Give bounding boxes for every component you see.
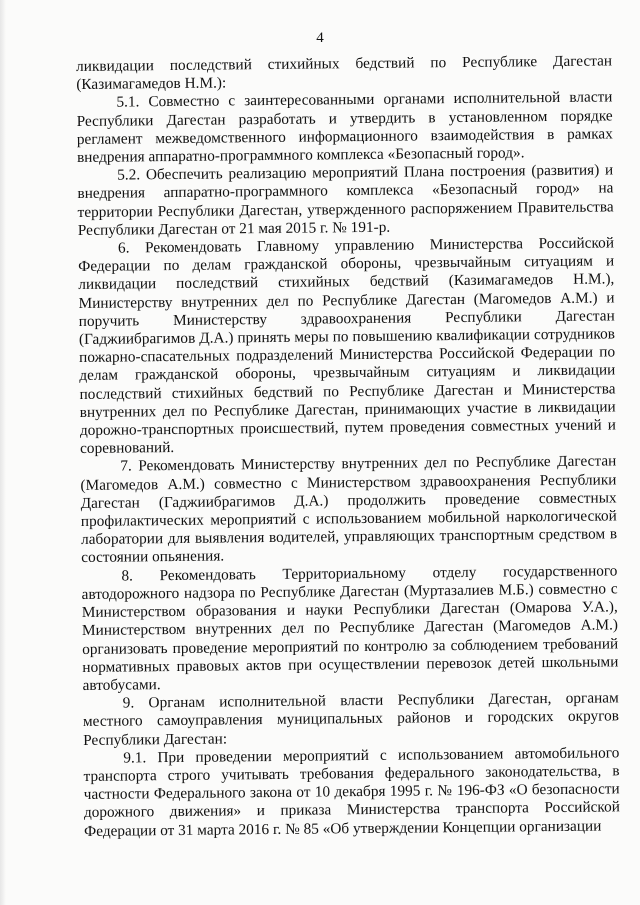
paragraph-9: 9. Органам исполнительной власти Республики Дагестан, органам местного самоуправления муниципальных районов и городских округов Республики Дагестан: [82, 689, 620, 749]
document-body [76, 52, 620, 840]
paragraph-5-1: 5.1. Совместно с заинтересованными органами исполнительной власти Республики Дагестан разработать и утвердить в установленном порядке регламент межведомственного информационного взаимодействия в рамках внедрения аппаратно-программного комплекса «Безопасный город». [76, 88, 613, 167]
paragraph-5-2: 5.2. Обеспечить реализацию мероприятий Плана построения (развития) и внедрения аппаратно-программного комплекса «Безопасный город» на территории Республики Дагестан, утвержденного распоряжением Правительства Республики Дагестан от 21 мая 2015 г. № 191-р. [77, 161, 614, 239]
scan-edge-shadow [0, 0, 6, 905]
page-number: 4 [316, 30, 324, 46]
paragraph-6: 6. Рекомендовать Главному управлению Министерства Российской Федерации по делам гражданской обороны, чрезвычайным ситуациям и ликвидации последствий стихийных бедствий (Казимагамедов Н.М.), Министерству внутренних дел по Республике Дагестан (Магомедов А.М.) и поручить Министерству здравоохранения Республики Дагестан (Гаджиибрагимов Д.А.) принять меры по повышению квалификации сотрудников пожарно-спасательных подразделений Министерства Российской Федерации по делам гражданской обороны, чрезвычайным ситуациям и ликвидации последствий стихийных бедствий по Республике Дагестан и Министерства внутренних дел по Республике Дагестан, принимающих участие в ликвидации дорожно-транспортных происшествий, путем проведения совместных учений и соревнований. [78, 234, 616, 458]
paragraph-8: 8. Рекомендовать Территориальному отделу государственного автодорожного надзора по Республике Дагестан (Муртазалиев М.Б.) совместно с Министерством образования и науки Республики Дагестан (Омарова У.А.), Министерством внутренних дел по Республике Дагестан (Магомедов А.М.) организовать проведение мероприятий по контролю за соблюдением требований нормативных правовых актов при осуществлении перевозок детей школьными автобусами. [81, 562, 619, 694]
paragraph-0: ликвидации последствий стихийных бедствий по Республике Дагестан (Казимагамедов Н.М.): [76, 52, 613, 94]
paragraph-9-1: 9.1. При проведении мероприятий с использованием автомобильного транспорта строго учитывать требования федерального законодательства, в частности Федерального закона от 10 декабря 1995 г. № 196-ФЗ «О безопасности дорожного движения» и приказа Министерства транспорта Российской Федерации от 31 марта 2016 г. № 85 «Об утверждении Концепции организации [83, 744, 620, 840]
paragraph-7: 7. Рекомендовать Министерству внутренних дел по Республике Дагестан (Магомедов А.М.) совместно с Министерством здравоохранения Республики Дагестан (Гаджиибрагимов Д.А.) продолжить проведение совместных профилактических мероприятий с использованием мобильной наркологической лаборатории для выявления водителей, управляющих транспортным средством в состоянии опьянения. [80, 452, 618, 567]
